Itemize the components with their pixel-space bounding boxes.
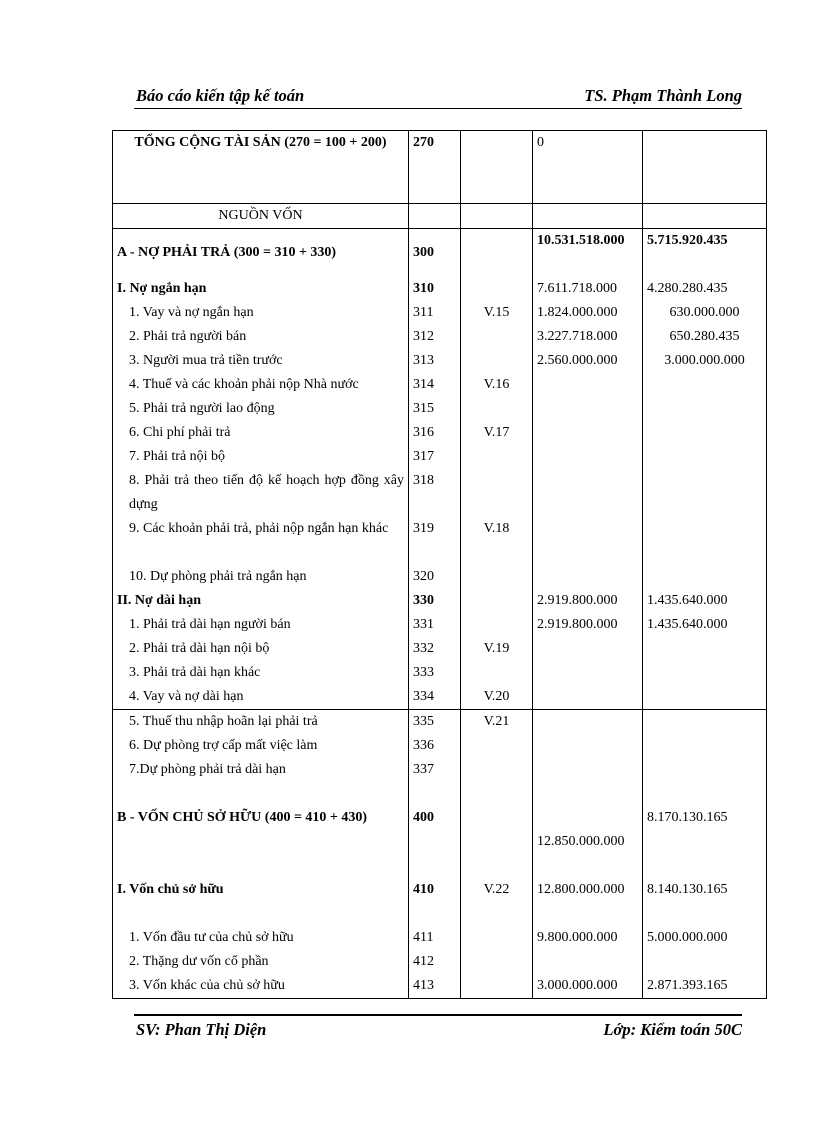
- table-row: [113, 277, 767, 301]
- table-row: [113, 325, 767, 349]
- row-code: 400: [409, 806, 461, 878]
- row-value-begin: 5.715.920.435: [643, 229, 767, 278]
- row-value-begin: [643, 685, 767, 710]
- header-report-title: Báo cáo kiến tập kế toán: [136, 86, 305, 105]
- row-code: 318: [409, 469, 461, 517]
- row-code: 337: [409, 758, 461, 806]
- row-value-end: [533, 758, 643, 806]
- table-row: [113, 589, 767, 613]
- row-value-end: [533, 950, 643, 974]
- row-note: [461, 397, 533, 421]
- row-label: TỔNG CỘNG TÀI SẢN (270 = 100 + 200): [113, 131, 409, 204]
- row-value-end: [533, 565, 643, 589]
- row-value-begin: [643, 734, 767, 758]
- table-row: [113, 637, 767, 661]
- row-code: 411: [409, 926, 461, 950]
- row-code: 310: [409, 277, 461, 301]
- row-value-end: 2.560.000.000: [533, 349, 643, 373]
- row-code: 333: [409, 661, 461, 685]
- row-value-begin: [643, 421, 767, 445]
- table-row: [113, 517, 767, 565]
- row-value-end: 7.611.718.000: [533, 277, 643, 301]
- row-label: 5. Phải trả người lao động: [113, 397, 409, 421]
- row-code: 334: [409, 685, 461, 710]
- row-note: [461, 229, 533, 278]
- row-label: 6. Chi phí phải trả: [113, 421, 409, 445]
- table-row: [113, 397, 767, 421]
- footer-class: Lớp: Kiểm toán 50C: [603, 1020, 742, 1039]
- row-note: [461, 661, 533, 685]
- row-value-begin: 4.280.280.435: [643, 277, 767, 301]
- row-value-end: 12.850.000.000: [533, 806, 643, 878]
- row-value-begin: 5.000.000.000: [643, 926, 767, 950]
- page-footer: [134, 1014, 742, 1044]
- row-code: [409, 204, 461, 229]
- table-row: [113, 301, 767, 325]
- row-code: 315: [409, 397, 461, 421]
- row-note: V.18: [461, 517, 533, 565]
- row-note: [461, 758, 533, 806]
- row-note: V.15: [461, 301, 533, 325]
- table-row: [113, 661, 767, 685]
- row-value-end: [533, 685, 643, 710]
- row-value-end: [533, 734, 643, 758]
- row-value-begin: 8.170.130.165: [643, 806, 767, 878]
- row-label: I. Nợ ngắn hạn: [113, 277, 409, 301]
- row-label: 7. Phải trả nội bộ: [113, 445, 409, 469]
- row-code: 335: [409, 710, 461, 735]
- row-label: 3. Phải trả dài hạn khác: [113, 661, 409, 685]
- row-value-end: 0: [533, 131, 643, 204]
- row-value-end: [533, 397, 643, 421]
- row-note: [461, 349, 533, 373]
- row-value-begin: [643, 950, 767, 974]
- row-note: [461, 926, 533, 950]
- row-value-end: [533, 661, 643, 685]
- row-value-end: 2.919.800.000: [533, 589, 643, 613]
- header-supervisor: TS. Phạm Thành Long: [584, 86, 742, 105]
- row-value-end: [533, 445, 643, 469]
- row-label: 4. Thuế và các khoản phải nộp Nhà nước: [113, 373, 409, 397]
- row-value-end: 10.531.518.000: [533, 229, 643, 278]
- row-label: B - VỐN CHỦ SỞ HỮU (400 = 410 + 430): [113, 806, 409, 878]
- row-code: 330: [409, 589, 461, 613]
- table-row: [113, 710, 767, 735]
- row-value-end: [533, 373, 643, 397]
- row-code: 270: [409, 131, 461, 204]
- row-code: 332: [409, 637, 461, 661]
- row-note: [461, 806, 533, 878]
- row-value-begin: [643, 397, 767, 421]
- row-label: 1. Vay và nợ ngắn hạn: [113, 301, 409, 325]
- table-row: [113, 974, 767, 999]
- footer-student: SV: Phan Thị Diện: [136, 1020, 267, 1039]
- row-note: [461, 613, 533, 637]
- row-code: 320: [409, 565, 461, 589]
- row-label: A - NỢ PHẢI TRẢ (300 = 310 + 330): [113, 229, 409, 278]
- row-note: [461, 734, 533, 758]
- row-value-end: 3.000.000.000: [533, 974, 643, 999]
- row-code: 316: [409, 421, 461, 445]
- row-value-begin: [643, 131, 767, 204]
- row-note: [461, 974, 533, 999]
- table-row: [113, 926, 767, 950]
- table-row: [113, 758, 767, 806]
- row-value-end: [533, 204, 643, 229]
- row-label: 1. Phải trả dài hạn người bán: [113, 613, 409, 637]
- row-value-begin: [643, 661, 767, 685]
- row-label: 10. Dự phòng phải trả ngắn hạn: [113, 565, 409, 589]
- table-row: [113, 204, 767, 229]
- row-label: 3. Người mua trả tiền trước: [113, 349, 409, 373]
- row-note: [461, 469, 533, 517]
- balance-sheet-table: [112, 130, 767, 999]
- row-value-begin: [643, 710, 767, 735]
- row-value-begin: [643, 637, 767, 661]
- row-value-begin: [643, 204, 767, 229]
- row-note: V.16: [461, 373, 533, 397]
- row-label: II. Nợ dài hạn: [113, 589, 409, 613]
- row-label: 7.Dự phòng phải trả dài hạn: [113, 758, 409, 806]
- table-row: [113, 613, 767, 637]
- row-value-begin: [643, 517, 767, 565]
- row-code: 314: [409, 373, 461, 397]
- row-note: [461, 565, 533, 589]
- table-row: [113, 878, 767, 926]
- row-note: [461, 204, 533, 229]
- row-value-begin: 3.000.000.000: [643, 349, 767, 373]
- table-row: [113, 131, 767, 204]
- row-code: 412: [409, 950, 461, 974]
- row-value-begin: [643, 758, 767, 806]
- row-note: [461, 131, 533, 204]
- row-value-begin: [643, 373, 767, 397]
- row-value-begin: [643, 469, 767, 517]
- page-header: [134, 86, 742, 109]
- table-row: [113, 734, 767, 758]
- row-label: 5. Thuế thu nhập hoãn lại phải trả: [113, 710, 409, 735]
- row-value-end: 1.824.000.000: [533, 301, 643, 325]
- row-value-end: 9.800.000.000: [533, 926, 643, 950]
- row-label: 3. Vốn khác của chủ sở hữu: [113, 974, 409, 999]
- row-value-end: 3.227.718.000: [533, 325, 643, 349]
- table-row: [113, 685, 767, 710]
- row-code: 312: [409, 325, 461, 349]
- table-row: [113, 349, 767, 373]
- row-note: V.19: [461, 637, 533, 661]
- row-label: 2. Phải trả người bán: [113, 325, 409, 349]
- row-label: I. Vốn chủ sở hữu: [113, 878, 409, 926]
- row-label: 6. Dự phòng trợ cấp mất việc làm: [113, 734, 409, 758]
- row-code: 300: [409, 229, 461, 278]
- row-value-end: [533, 469, 643, 517]
- row-value-end: [533, 421, 643, 445]
- row-note: [461, 950, 533, 974]
- row-value-end: [533, 637, 643, 661]
- table-row: [113, 950, 767, 974]
- row-value-begin: 630.000.000: [643, 301, 767, 325]
- row-code: 413: [409, 974, 461, 999]
- row-label: 8. Phải trả theo tiến độ kế hoạch hợp đồng xây dựng: [113, 469, 409, 517]
- row-label: 4. Vay và nợ dài hạn: [113, 685, 409, 710]
- section-title: NGUỒN VỐN: [113, 204, 409, 229]
- row-value-begin: 8.140.130.165: [643, 878, 767, 926]
- row-value-end: [533, 517, 643, 565]
- row-code: 336: [409, 734, 461, 758]
- row-value-begin: [643, 565, 767, 589]
- row-value-begin: 1.435.640.000: [643, 589, 767, 613]
- row-value-begin: 650.280.435: [643, 325, 767, 349]
- row-code: 313: [409, 349, 461, 373]
- row-note: [461, 445, 533, 469]
- table-row: [113, 806, 767, 878]
- row-note: [461, 325, 533, 349]
- row-note: V.20: [461, 685, 533, 710]
- row-note: [461, 277, 533, 301]
- row-label: 2. Thặng dư vốn cổ phần: [113, 950, 409, 974]
- row-note: [461, 589, 533, 613]
- row-label: 9. Các khoản phải trả, phải nộp ngắn hạn khác: [113, 517, 409, 565]
- row-code: 319: [409, 517, 461, 565]
- row-note: V.17: [461, 421, 533, 445]
- table-row: [113, 565, 767, 589]
- table-row: [113, 229, 767, 278]
- table-row: [113, 469, 767, 517]
- row-value-end: 12.800.000.000: [533, 878, 643, 926]
- row-code: 317: [409, 445, 461, 469]
- row-value-begin: 2.871.393.165: [643, 974, 767, 999]
- table-row: [113, 373, 767, 397]
- row-value-end: [533, 710, 643, 735]
- row-code: 311: [409, 301, 461, 325]
- row-value-end: 2.919.800.000: [533, 613, 643, 637]
- row-note: V.22: [461, 878, 533, 926]
- row-value-begin: 1.435.640.000: [643, 613, 767, 637]
- table-row: [113, 421, 767, 445]
- table-row: [113, 445, 767, 469]
- row-label: 1. Vốn đầu tư của chủ sở hữu: [113, 926, 409, 950]
- row-code: 410: [409, 878, 461, 926]
- row-code: 331: [409, 613, 461, 637]
- row-note: V.21: [461, 710, 533, 735]
- row-value-begin: [643, 445, 767, 469]
- row-label: 2. Phải trả dài hạn nội bộ: [113, 637, 409, 661]
